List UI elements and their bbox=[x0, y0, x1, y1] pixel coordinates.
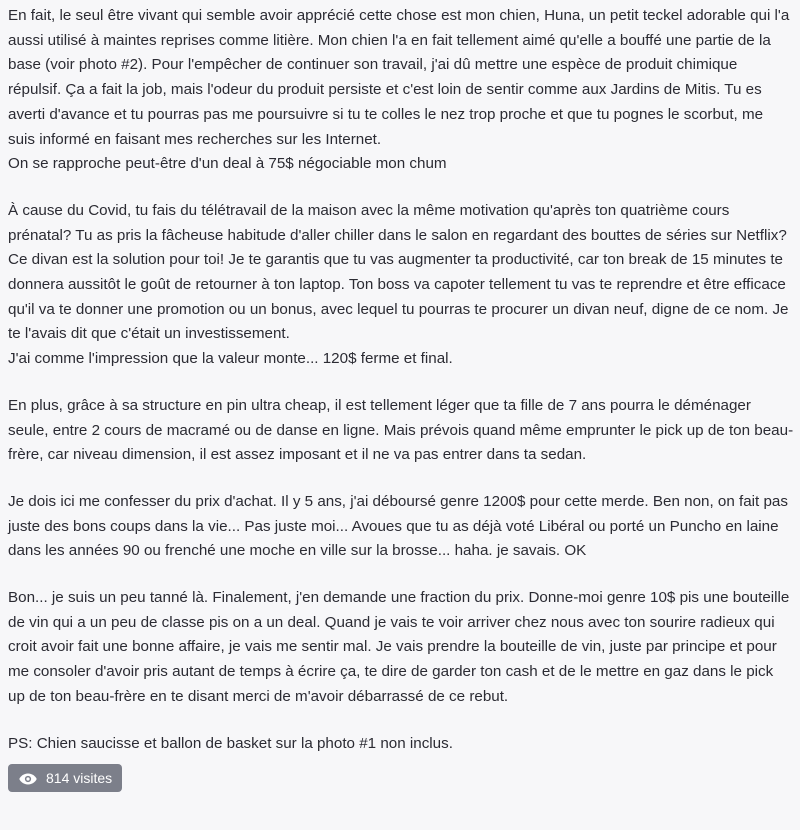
description-paragraph bbox=[8, 732, 794, 757]
visits-count: 814 visites bbox=[46, 770, 113, 786]
description-paragraph bbox=[8, 394, 794, 468]
paragraph-line: Bon... je suis un peu tanné là. Finalement, j'en demande une fraction du prix. Donne-moi genre 10$ pis une bouteille de vin qui a un peu de classe pis on a un deal. Quand je vais te voir arriver chez nous avec ton sourire radieux qui croit avoir fait une bonne affaire, je vais me sentir mal. Je vais prendre la bouteille de vin, juste par principe et pour me consoler d'avoir pris autant de temps à écrire ça, te dire de garder ton cash et de le mettre en gaz dans le pick up de ton beau-frère en te disant merci de m'avoir débarrassé de ce rebut. bbox=[8, 589, 790, 705]
description-paragraph bbox=[8, 490, 794, 564]
description-paragraph bbox=[8, 4, 794, 177]
description-paragraph bbox=[8, 199, 794, 372]
paragraph-line: En fait, le seul être vivant qui semble avoir apprécié cette chose est mon chien, Huna, un petit teckel adorable qui l'a aussi utilisé à maintes reprises comme litière. Mon chien l'a en fait tellement aimé qu'elle a bouffé une partie de la base (voir photo #2). Pour l'empêcher de continuer son travail, j'ai dû mettre une espèce de produit chimique répulsif. Ça a fait la job, mais l'odeur du produit persiste et c'est loin de sentir comme aux Jardins de Mitis. Tu es averti d'avance et tu pourras pas me poursuivre si tu te colles le nez trop proche et que tu pognes le scorbut, me suis informé en faisant mes recherches sur les Internet. bbox=[8, 7, 790, 148]
paragraph-line: Je dois ici me confesser du prix d'achat. Il y 5 ans, j'ai déboursé genre 1200$ pour cette merde. Ben non, on fait pas juste des bons coups dans la vie... Pas juste moi... Avoues que tu as déjà voté Libéral ou porté un Puncho en laine dans les années 90 ou frenché une moche en ville sur la brosse... haha. je savais. OK bbox=[8, 492, 788, 560]
paragraph-line: On se rapproche peut-être d'un deal à 75$ négociable mon chum bbox=[8, 155, 447, 173]
paragraph-line: En plus, grâce à sa structure en pin ultra cheap, il est tellement léger que ta fille de 7 ans pourra le déménager seule, entre 2 cours de macramé ou de danse en ligne. Mais prévois quand même emprunter le pick up de ton beau-frère, car niveau dimension, il est assez imposant et il ne va pas entrer dans ta sedan. bbox=[8, 396, 794, 464]
paragraph-line: PS: Chien saucisse et ballon de basket sur la photo #1 non inclus. bbox=[8, 734, 453, 752]
paragraph-line: À cause du Covid, tu fais du télétravail de la maison avec la même motivation qu'après ton quatrième cours prénatal? Tu as pris la fâcheuse habitude d'aller chiller dans le salon en regardant des bouttes de séries sur Netflix? Ce divan est la solution pour toi! Je te garantis que tu vas augmenter ta productivité, car ton break de 15 minutes te donnera aussitôt le goût de retourner à ton laptop. Ton boss va capoter tellement tu vas te reprendre et être efficace qu'il va te donner une promotion ou un bonus, avec lequel tu pourras te procurer un divan neuf, digne de ce nom. Je te l'avais dit que c'était un investissement. bbox=[8, 201, 789, 343]
paragraph-line: J'ai comme l'impression que la valeur monte... 120$ ferme et final. bbox=[8, 350, 453, 368]
eye-icon bbox=[19, 772, 37, 784]
visits-badge bbox=[8, 764, 122, 792]
listing-description bbox=[8, 4, 794, 778]
description-paragraph bbox=[8, 586, 794, 710]
